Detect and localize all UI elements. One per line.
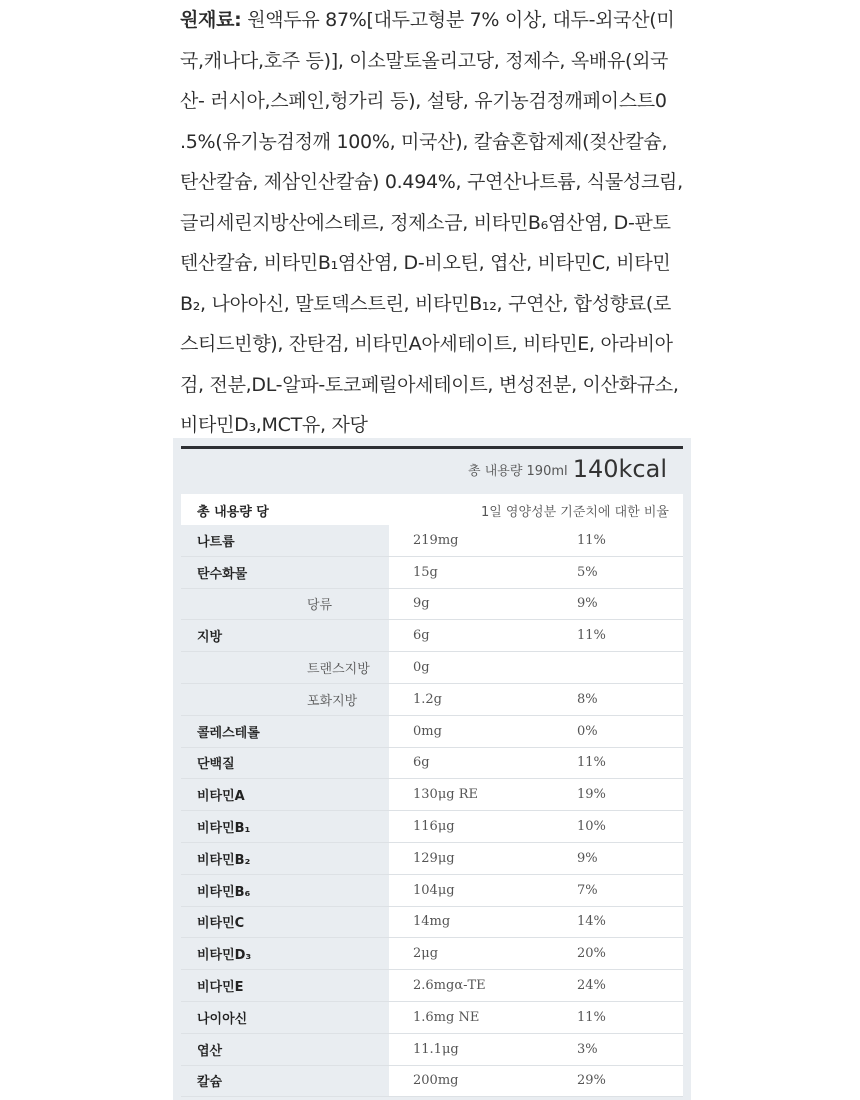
- nutrition-subheader: [181, 494, 683, 526]
- nutrient-daily-percent: 5%: [547, 556, 683, 588]
- nutrient-name: 비타민C: [181, 906, 389, 938]
- ingredients-line: 검, 전분,DL-알파-토코페릴아세테이트, 변성전분, 이산화규소,: [180, 373, 679, 396]
- per-serving-label: 총 내용량 당: [197, 505, 269, 520]
- nutrient-row: [181, 683, 683, 715]
- nutrient-amount: 2μg: [389, 938, 547, 970]
- nutrient-name: 당류: [181, 588, 389, 620]
- nutrient-daily-percent: 14%: [547, 906, 683, 938]
- ingredients-label: 원재료:: [180, 9, 242, 31]
- nutrient-daily-percent: 29%: [547, 1065, 683, 1097]
- nutrient-daily-percent: 11%: [547, 525, 683, 556]
- nutrient-daily-percent: 9%: [547, 842, 683, 874]
- nutrient-row: [181, 525, 683, 556]
- nutrient-name: 탄수화물: [181, 556, 389, 588]
- nutrient-amount: 1.6mg NE: [389, 1001, 547, 1033]
- ingredients-line: 스티드빈향), 잔탄검, 비타민A아세테이트, 비타민E, 아라비아: [180, 333, 673, 355]
- nutrient-name: 포화지방: [181, 683, 389, 715]
- total-volume-label: 총 내용량 190ml: [468, 464, 568, 479]
- ingredients-text: [180, 0, 700, 446]
- ingredients-line: 산- 러시아,스페인,헝가리 등), 설탕, 유기농검정깨페이스트0: [180, 90, 667, 112]
- nutrient-row: [181, 1065, 683, 1097]
- calories-value: 140kcal: [572, 455, 667, 483]
- nutrient-daily-percent: 19%: [547, 779, 683, 811]
- nutrient-daily-percent: 11%: [547, 1001, 683, 1033]
- nutrient-amount: 0g: [389, 652, 547, 684]
- nutrient-amount: 116μg: [389, 811, 547, 843]
- nutrient-name: 지방: [181, 620, 389, 652]
- nutrient-row: [181, 652, 683, 684]
- nutrient-daily-percent: 24%: [547, 970, 683, 1002]
- nutrient-row: [181, 715, 683, 747]
- nutrient-amount: 1.2g: [389, 683, 547, 715]
- total-calories: [468, 455, 667, 483]
- nutrient-name: 비타민B₆: [181, 874, 389, 906]
- nutrient-daily-percent: [547, 652, 683, 684]
- nutrient-row: [181, 1033, 683, 1065]
- ingredients-line: 텐산칼슘, 비타민B₁염산염, D-비오틴, 엽산, 비타민C, 비타민: [180, 252, 671, 274]
- nutrient-name: 비타민B₁: [181, 811, 389, 843]
- nutrient-amount: 6g: [389, 620, 547, 652]
- nutrient-row: [181, 906, 683, 938]
- nutrient-amount: 0mg: [389, 715, 547, 747]
- nutrient-daily-percent: 9%: [547, 588, 683, 620]
- nutrient-amount: 200mg: [389, 1065, 547, 1097]
- ingredients-line: 탄산칼슘, 제삼인산칼슘) 0.494%, 구연산나트륨, 식물성크림,: [180, 171, 683, 193]
- nutrient-row: [181, 747, 683, 779]
- ingredients-line: 국,캐나다,호주 등)], 이소말토올리고당, 정제수, 옥배유(외국: [180, 49, 669, 72]
- nutrient-name: 비다민E: [181, 970, 389, 1002]
- nutrient-name: 비타민A: [181, 779, 389, 811]
- nutrient-name: 비타민B₂: [181, 842, 389, 874]
- daily-value-label: 1일 영양성분 기준치에 대한 비율: [480, 505, 669, 520]
- nutrient-amount: 129μg: [389, 842, 547, 874]
- nutrient-row: [181, 1001, 683, 1033]
- nutrient-daily-percent: 3%: [547, 1033, 683, 1065]
- nutrient-amount: 104μg: [389, 874, 547, 906]
- nutrient-daily-percent: 10%: [547, 811, 683, 843]
- nutrition-header: [181, 449, 683, 494]
- nutrition-facts-panel: [173, 438, 691, 1100]
- ingredients-line: 글리세린지방산에스테르, 정제소금, 비타민B₆염산염, D-판토: [180, 211, 671, 234]
- nutrient-amount: 2.6mgα-TE: [389, 970, 547, 1002]
- nutrient-amount: 6g: [389, 747, 547, 779]
- nutrient-row: [181, 970, 683, 1002]
- nutrient-name: 나이아신: [181, 1001, 389, 1033]
- nutrient-name: 콜레스테롤: [181, 715, 389, 747]
- nutrient-amount: 219mg: [389, 525, 547, 556]
- nutrient-name: 단백질: [181, 747, 389, 779]
- ingredients-line: B₂, 나아아신, 말토덱스트린, 비타민B₁₂, 구연산, 합성향료(로: [180, 292, 672, 315]
- nutrient-row: [181, 556, 683, 588]
- nutrient-amount: 9g: [389, 588, 547, 620]
- nutrient-amount: 15g: [389, 556, 547, 588]
- ingredients-line-text: 원액두유 87%[대두고형분 7% 이상, 대두-외국산(미: [241, 9, 675, 31]
- nutrient-name: 칼슘: [181, 1065, 389, 1097]
- nutrient-daily-percent: 11%: [547, 747, 683, 779]
- nutrient-amount: 14mg: [389, 906, 547, 938]
- nutrient-row: [181, 938, 683, 970]
- nutrient-name: 나트륨: [181, 525, 389, 556]
- nutrient-name: 비타민D₃: [181, 938, 389, 970]
- nutrient-daily-percent: 7%: [547, 874, 683, 906]
- nutrient-daily-percent: 8%: [547, 683, 683, 715]
- ingredients-line: [180, 0, 700, 41]
- nutrient-daily-percent: 0%: [547, 715, 683, 747]
- nutrient-row: [181, 620, 683, 652]
- nutrient-row: [181, 842, 683, 874]
- nutrient-name: 트랜스지방: [181, 652, 389, 684]
- nutrient-row: [181, 874, 683, 906]
- nutrient-name: 엽산: [181, 1033, 389, 1065]
- nutrient-daily-percent: 20%: [547, 938, 683, 970]
- nutrient-amount: 11.1μg: [389, 1033, 547, 1065]
- nutrient-row: [181, 588, 683, 620]
- nutrient-daily-percent: 11%: [547, 620, 683, 652]
- ingredients-line: 비타민D₃,MCT유, 자당: [180, 414, 368, 436]
- nutrient-row: [181, 811, 683, 843]
- nutrition-table: [181, 525, 683, 1097]
- nutrient-amount: 130μg RE: [389, 779, 547, 811]
- nutrient-row: [181, 779, 683, 811]
- ingredients-line: .5%(유기농검정깨 100%, 미국산), 칼슘혼합제제(젖산칼슘,: [180, 130, 668, 153]
